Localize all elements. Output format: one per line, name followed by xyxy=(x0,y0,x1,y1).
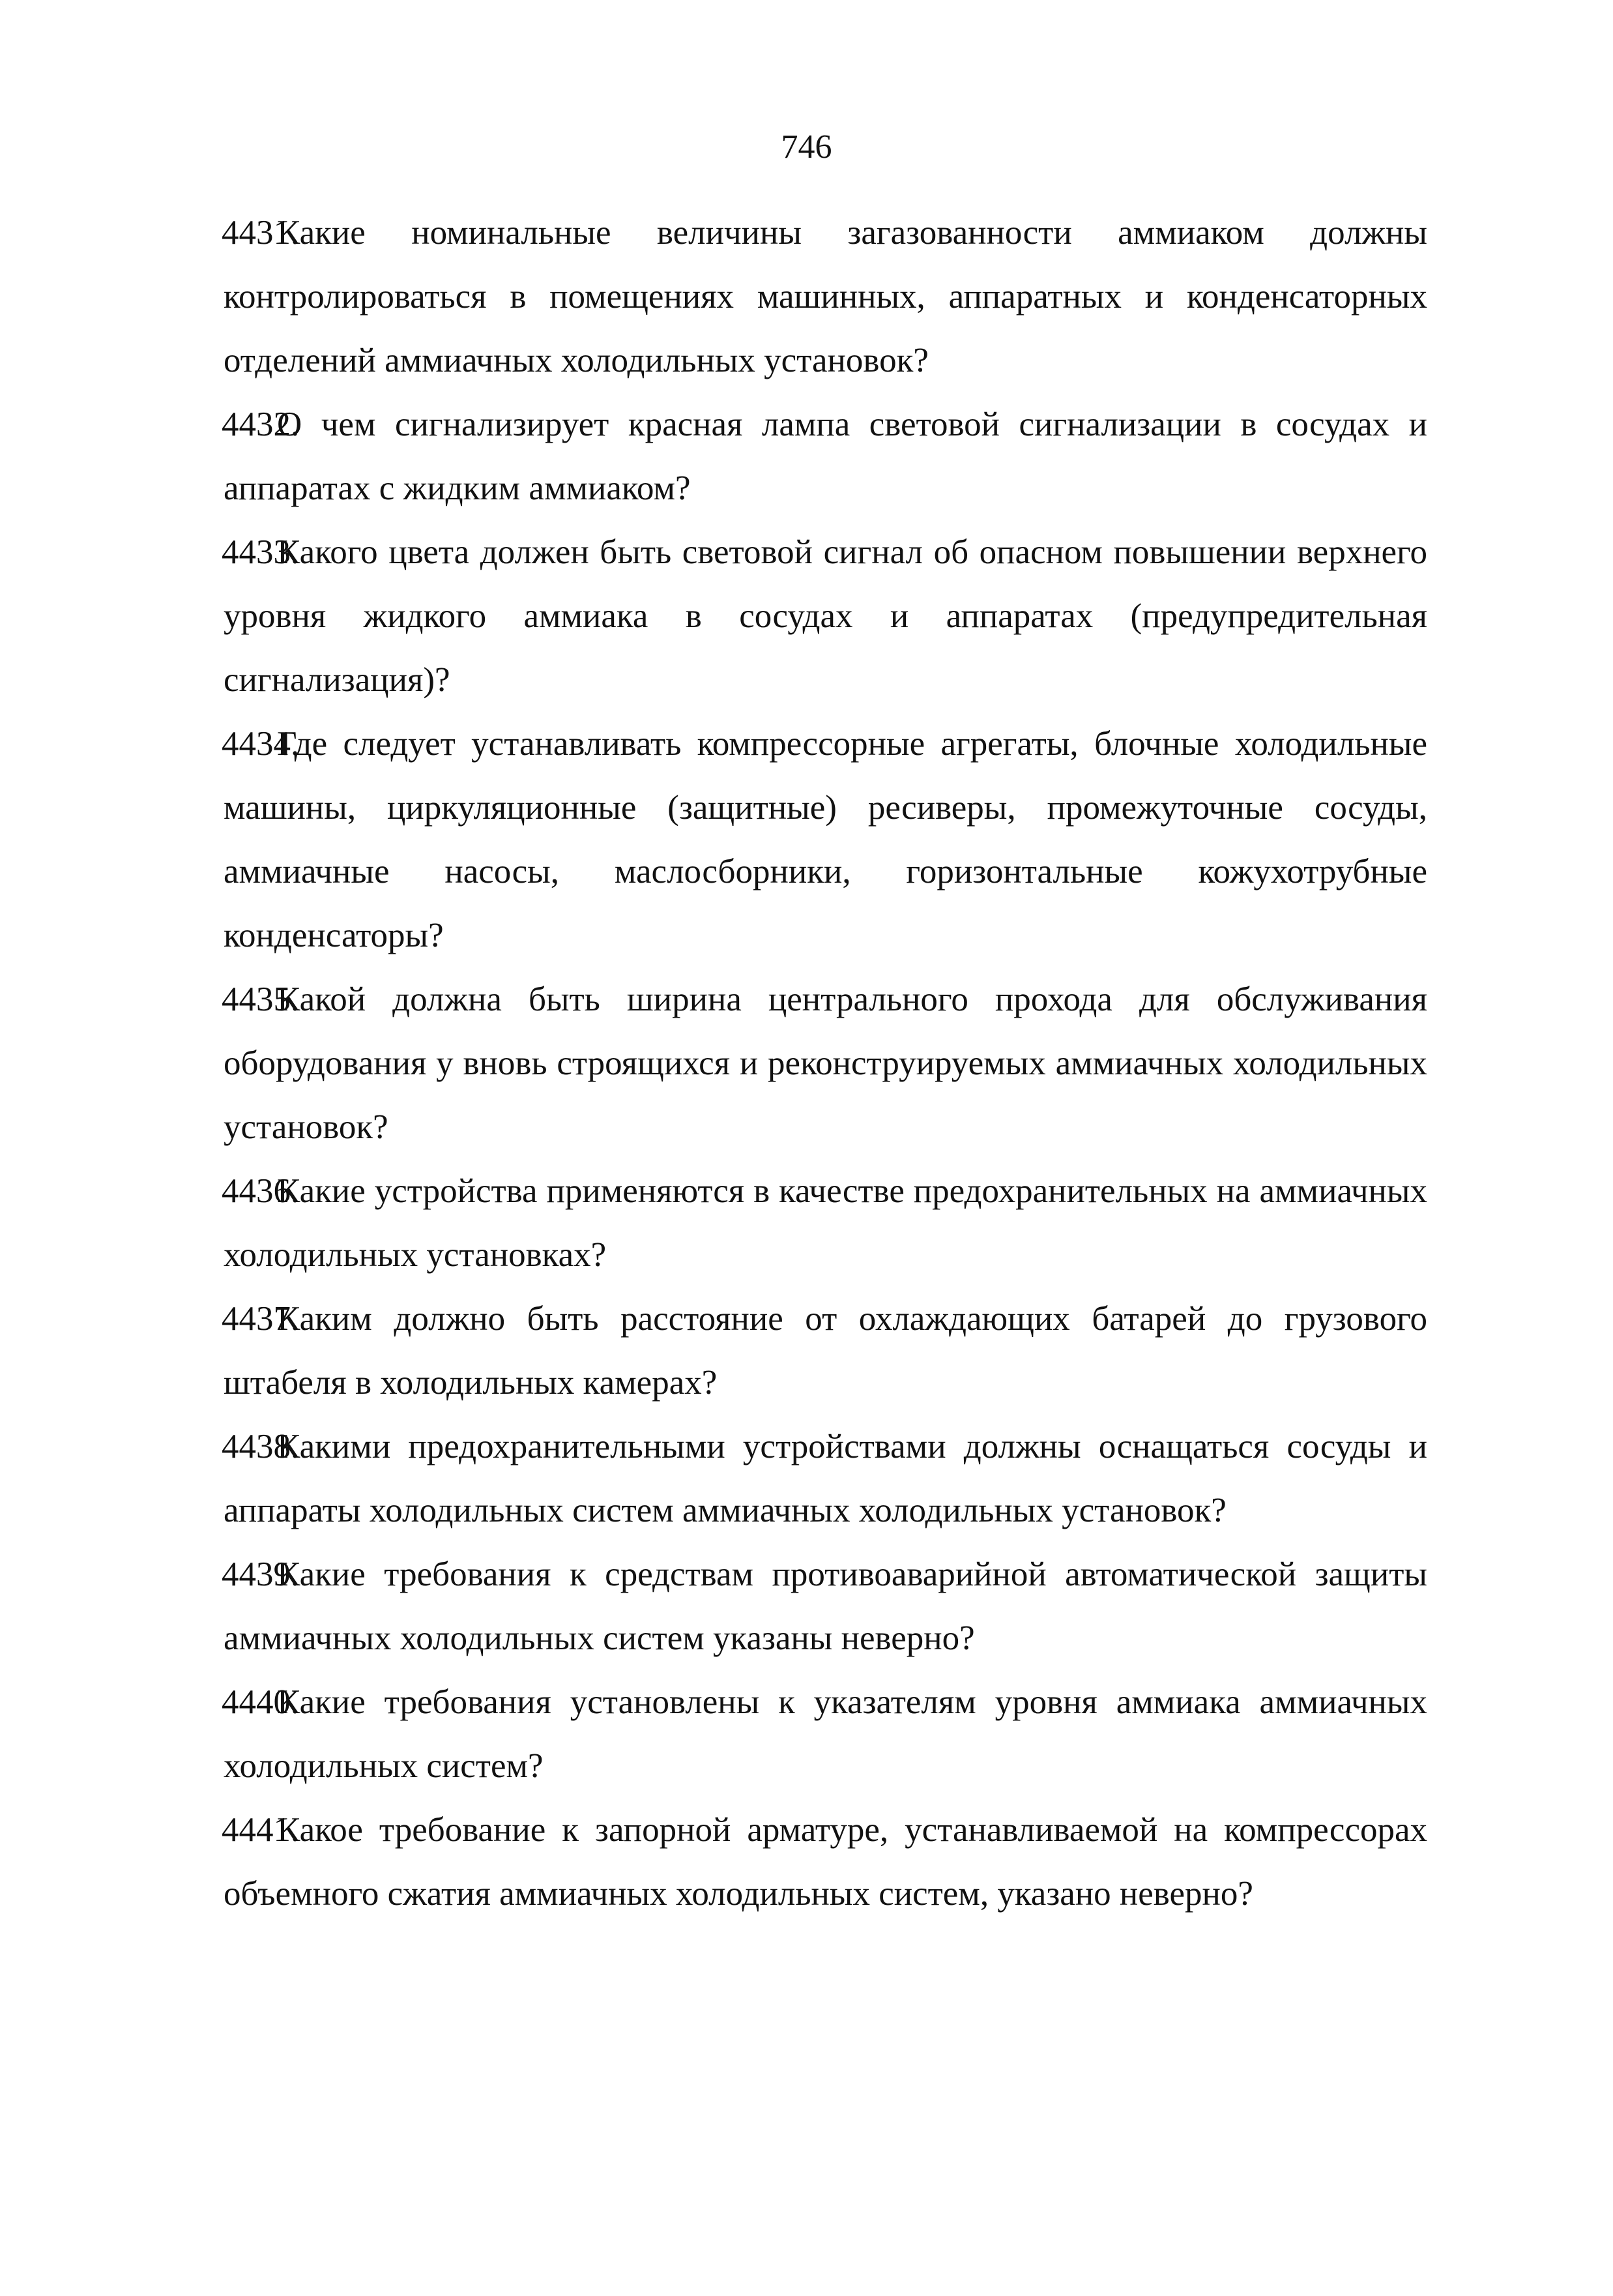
question-item xyxy=(222,1287,1427,1415)
question-list xyxy=(222,201,1427,1926)
question-text: Какие номинальные величины загазованности аммиаком должны контролироваться в помещениях машинных, аппаратных и конденсаторных отделений аммиачных холодильных установок? xyxy=(224,214,1427,379)
question-text: Какого цвета должен быть световой сигнал об опасном повышении верхнего уровня жидкого аммиака в сосудах и аппаратах (предупредительная сигнализация)? xyxy=(224,533,1427,699)
question-text: Какие требования к средствам противоаварийной автоматической защиты аммиачных холодильных систем указаны неверно? xyxy=(224,1555,1427,1657)
question-number: 4438. xyxy=(222,1428,300,1465)
question-item xyxy=(222,967,1427,1159)
question-number: 4439. xyxy=(222,1555,300,1593)
question-item xyxy=(222,1670,1427,1798)
question-item xyxy=(222,1542,1427,1670)
question-number: 4440. xyxy=(222,1683,300,1721)
question-number: 4435. xyxy=(222,980,300,1018)
question-number: 4436. xyxy=(222,1172,300,1210)
question-item xyxy=(222,1415,1427,1542)
question-number: 4433. xyxy=(222,533,300,571)
question-item xyxy=(222,712,1427,967)
question-text: Каким должно быть расстояние от охлаждающих батарей до грузового штабеля в холодильных камерах? xyxy=(224,1300,1427,1402)
question-text: О чем сигнализирует красная лампа световой сигнализации в сосудах и аппаратах с жидким аммиаком? xyxy=(224,405,1427,507)
question-item xyxy=(222,1798,1427,1926)
question-item xyxy=(222,520,1427,712)
question-number: 4441. xyxy=(222,1811,300,1849)
question-text: Где следует устанавливать компрессорные агрегаты, блочные холодильные машины, циркуляционные (защитные) ресиверы, промежуточные сосуды, аммиачные насосы, маслосборники, горизонтальные кожухотрубные конденсаторы? xyxy=(224,725,1427,954)
question-number: 4437. xyxy=(222,1300,300,1338)
question-text: Какие требования установлены к указателям уровня аммиака аммиачных холодильных систем? xyxy=(224,1683,1427,1785)
question-number: 4434. xyxy=(222,725,300,763)
question-text: Какой должна быть ширина центрального прохода для обслуживания оборудования у вновь строящихся и реконструируемых аммиачных холодильных установок? xyxy=(224,980,1427,1146)
question-item xyxy=(222,392,1427,520)
question-item xyxy=(222,1159,1427,1287)
question-text: Какие устройства применяются в качестве предохранительных на аммиачных холодильных установках? xyxy=(224,1172,1427,1274)
question-text: Какое требование к запорной арматуре, устанавливаемой на компрессорах объемного сжатия аммиачных холодильных систем, указано неверно? xyxy=(224,1811,1427,1913)
question-number: 4431. xyxy=(222,214,300,252)
question-number: 4432. xyxy=(222,405,300,443)
question-item xyxy=(222,201,1427,392)
page-number: 746 xyxy=(781,128,832,166)
question-text: Какими предохранительными устройствами должны оснащаться сосуды и аппараты холодильных систем аммиачных холодильных установок? xyxy=(224,1428,1427,1529)
